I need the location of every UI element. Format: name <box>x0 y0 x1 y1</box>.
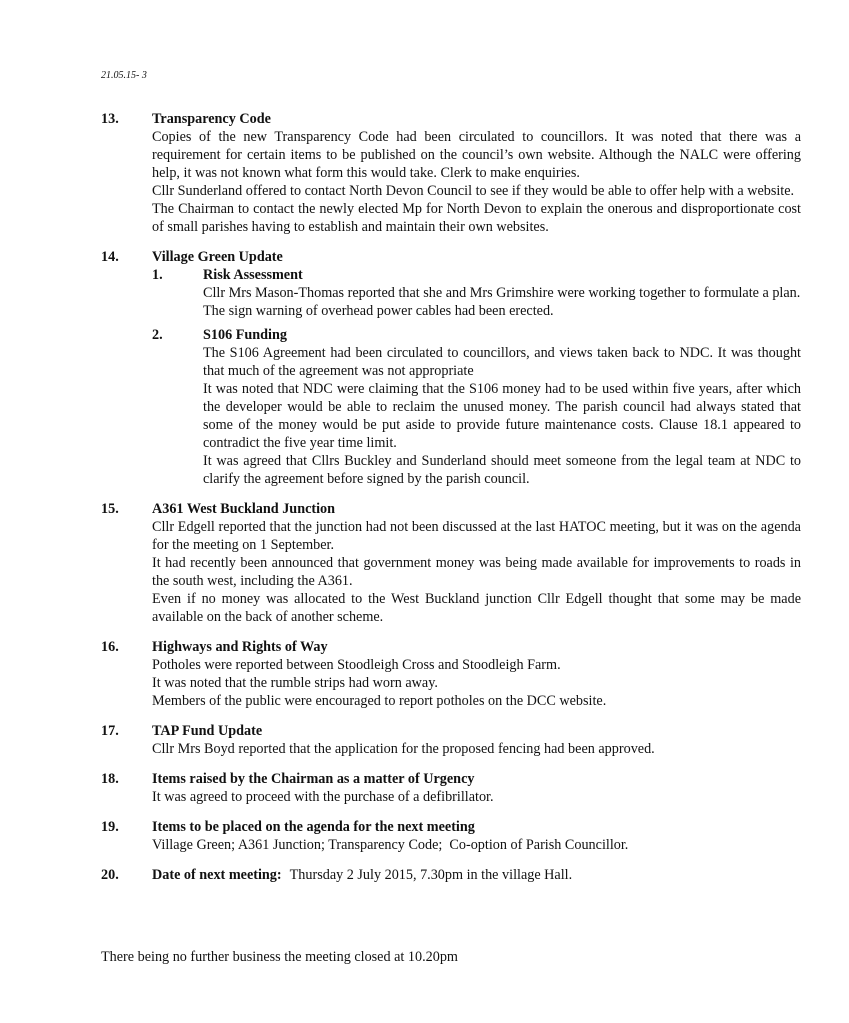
section-number: 13. <box>101 111 119 127</box>
paragraph: It had recently been announced that government money was being made available for improvements to roads in the south west, including the A361. <box>152 555 801 589</box>
paragraph: Even if no money was allocated to the West Buckland junction Cllr Edgell thought that some may be made available on the back of another scheme. <box>152 591 801 625</box>
section-15 <box>101 500 801 626</box>
closing-statement: There being no further business the meeting closed at 10.20pm <box>101 949 458 965</box>
section-number: 16. <box>101 639 119 655</box>
minutes-sections <box>101 110 801 896</box>
section-18 <box>101 770 801 806</box>
paragraph: It was agreed to proceed with the purchase of a defibrillator. <box>152 789 494 805</box>
paragraph: Potholes were reported between Stoodleigh Cross and Stoodleigh Farm. <box>152 657 561 673</box>
subsection-s106-funding <box>152 326 801 488</box>
section-title: Transparency Code <box>152 111 271 127</box>
paragraph: The S106 Agreement had been circulated to councillors, and views taken back to NDC. It was thought that much of the agreement was not appropriate <box>203 345 801 379</box>
section-number: 14. <box>101 249 119 265</box>
section-number: 18. <box>101 771 119 787</box>
paragraph: It was noted that NDC were claiming that the S106 money had to be used within five years, after which the developer would be able to reclaim the unused money. The parish council had always stated that some of the money would be put aside to provide future maintenance costs. Clause 18.1 appeared to contradict the five year time limit. <box>203 381 801 451</box>
section-number: 17. <box>101 723 119 739</box>
paragraph: Cllr Edgell reported that the junction had not been discussed at the last HATOC meeting, but it was on the agenda for the meeting on 1 September. <box>152 519 801 553</box>
paragraph: The Chairman to contact the newly elected Mp for North Devon to explain the onerous and disproportionate cost of small parishes having to establish and maintain their own websites. <box>152 201 801 235</box>
subsection-number: 1. <box>152 267 163 283</box>
section-title: Items raised by the Chairman as a matter of Urgency <box>152 771 475 787</box>
section-title: Highways and Rights of Way <box>152 639 328 655</box>
section-17 <box>101 722 801 758</box>
section-number: 20. <box>101 867 119 883</box>
paragraph: It was noted that the rumble strips had worn away. <box>152 675 438 691</box>
next-meeting-details: Thursday 2 July 2015, 7.30pm in the village Hall. <box>289 867 573 883</box>
subsection-title: Risk Assessment <box>203 267 303 283</box>
section-title: A361 West Buckland Junction <box>152 501 336 517</box>
subsection-risk-assessment <box>152 266 801 320</box>
section-16 <box>101 638 801 710</box>
paragraph: It was agreed that Cllrs Buckley and Sunderland should meet someone from the legal team at NDC to clarify the agreement before signed by the parish council. <box>203 453 801 487</box>
subsection-number: 2. <box>152 327 163 343</box>
section-title: TAP Fund Update <box>152 723 263 739</box>
subsection-title: S106 Funding <box>203 327 287 343</box>
paragraph: Cllr Sunderland offered to contact North Devon Council to see if they would be able to offer help with a website. <box>152 183 795 199</box>
section-title: Village Green Update <box>152 249 283 265</box>
paragraph: The sign warning of overhead power cables had been erected. <box>203 303 554 319</box>
section-number: 19. <box>101 819 119 835</box>
paragraph: Village Green; A361 Junction; Transparency Code; Co-option of Parish Councillor. <box>152 837 629 853</box>
section-14 <box>101 248 801 488</box>
section-title: Items to be placed on the agenda for the next meeting <box>152 819 475 835</box>
section-13 <box>101 110 801 236</box>
paragraph: Cllr Mrs Mason-Thomas reported that she and Mrs Grimshire were working together to formulate a plan. <box>203 285 801 301</box>
section-title: Date of next meeting: <box>152 867 282 883</box>
paragraph: Copies of the new Transparency Code had been circulated to councillors. It was noted that there was a requirement for certain items to be published on the council’s own website. Although the NALC were offering help, it was not known what form this would take. Clerk to make enquiries. <box>152 129 801 181</box>
page-reference: 21.05.15- 3 <box>101 70 147 81</box>
paragraph: Members of the public were encouraged to report potholes on the DCC website. <box>152 693 607 709</box>
section-20 <box>101 866 801 884</box>
paragraph: Cllr Mrs Boyd reported that the application for the proposed fencing had been approved. <box>152 741 655 757</box>
section-number: 15. <box>101 501 119 517</box>
section-19 <box>101 818 801 854</box>
